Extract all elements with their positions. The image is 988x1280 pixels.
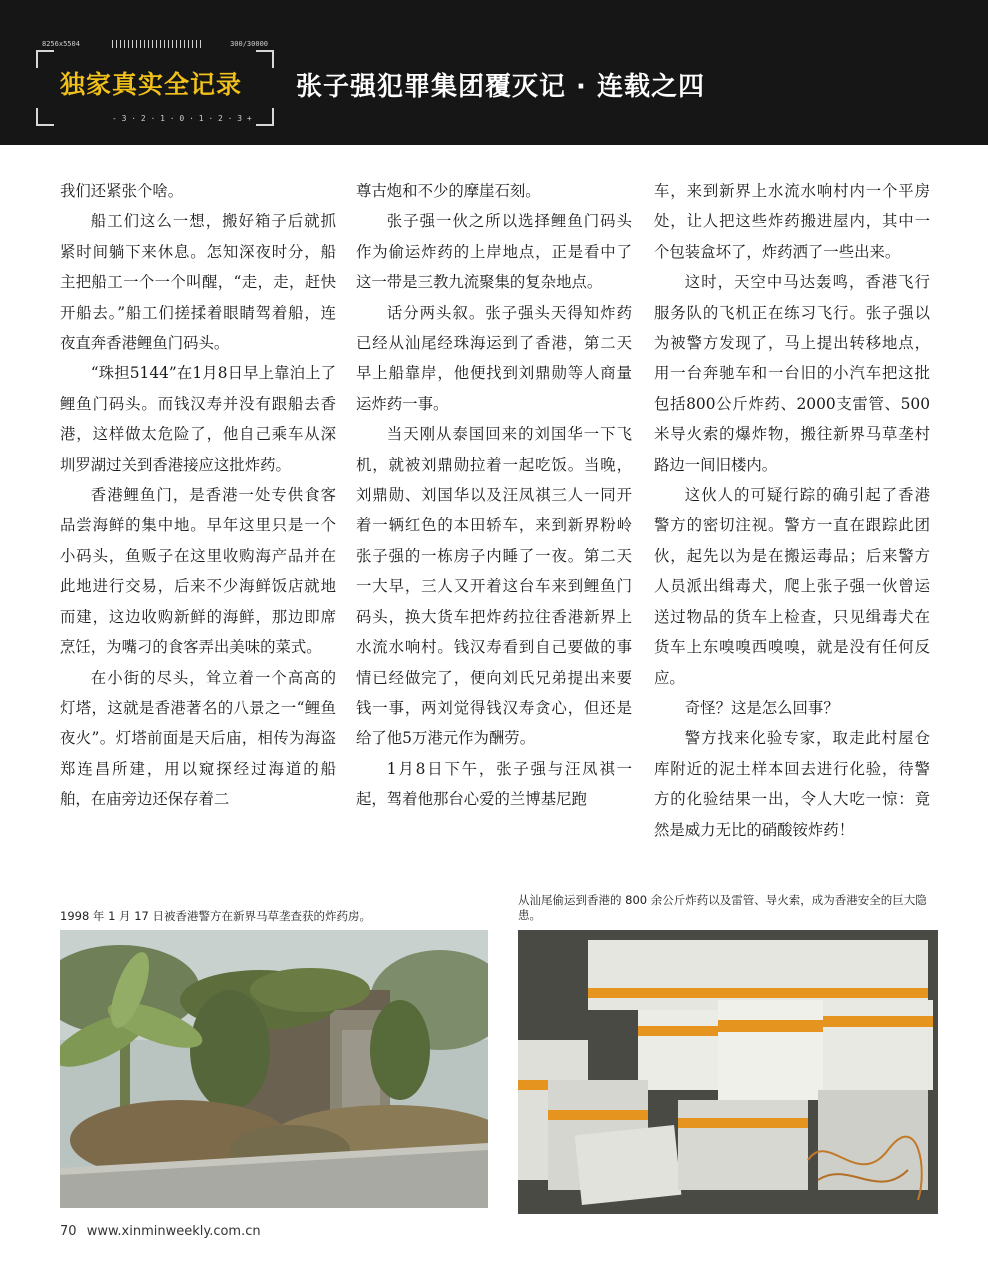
article-column-3 [654, 176, 930, 845]
photo-explosives-boxes [518, 930, 938, 1214]
paragraph: 警方找来化验专家，取走此村屋仓库附近的泥土样本回去进行化验，待警方的化验结果一出，令人大吃一惊：竟然是威力无比的硝酸铵炸药！ [654, 729, 930, 839]
paragraph: 1月8日下午，张子强与汪凤祺一起，驾着他那台心爱的兰博基尼跑 [356, 759, 632, 809]
page-number: 70 [60, 1224, 77, 1239]
section-title: 独家真实全记录 [60, 70, 243, 99]
frame-corner-icon [256, 50, 274, 68]
article-column-2 [356, 176, 632, 815]
paragraph: 香港鲤鱼门，是香港一处专供食客品尝海鲜的集中地。早年这里只是一个小码头，鱼贩子在这里收购海产品并在此地进行交易，后来不少海鲜饭店就地而建，这边收购新鲜的海鲜，那边即席烹饪，为嘴刁的食客弄出美味的菜式。 [60, 486, 336, 657]
paragraph: 这时，天空中马达轰鸣，香港飞行服务队的飞机正在练习飞行。张子强以为被警方发现了，马上提出转移地点，用一台奔驰车和一台旧的小汽车把这批包括800公斤炸药、2000支雷管、500米导火索的爆炸物，搬往新界马草垄村路边一间旧楼内。 [654, 273, 930, 474]
paragraph: 船工们这么一想，搬好箱子后就抓紧时间躺下来休息。怎知深夜时分，船主把船工一个一个叫醒，“走，走，赶快开船去。”船工们搓揉着眼睛驾着船，连夜直奔香港鲤鱼门码头。 [60, 212, 336, 353]
frame-corner-icon [36, 50, 54, 68]
website-link[interactable]: www.xinminweekly.com.cn [86, 1224, 261, 1239]
hud-exposure-scale: - 3 · 2 · 1 · 0 · 1 · 2 · 3 + [112, 114, 252, 123]
paragraph: 在小街的尽头，耸立着一个高高的灯塔，这就是香港著名的八景之一“鲤鱼夜火”。灯塔前面是天后庙，相传为海盗郑连昌所建，用以窥探经过海道的船舶，在庙旁边还保存着二 [60, 668, 336, 809]
article-column-1 [60, 176, 336, 815]
paragraph: 奇怪？这是怎么回事？ [684, 698, 839, 717]
hud-resolution: 8256x5504 [42, 40, 80, 48]
paragraph: 话分两头叙。张子强头天得知炸药已经从汕尾经珠海运到了香港，第二天早上船靠岸，他便找到刘鼎勋等人商量运炸药一事。 [356, 303, 632, 413]
paragraph: 车，来到新界上水流水响村内一个平房处，让人把这些炸药搬进屋内，其中一个包装盒坏了，炸药洒了一些出来。 [654, 182, 930, 261]
paragraph: 这伙人的可疑行踪的确引起了香港警方的密切注视。警方一直在跟踪此团伙，起先以为是在搬运毒品；后来警方人员派出缉毒犬，爬上张子强一伙曾运送过物品的货车上检查，只见缉毒犬在货车上东嗅嗅西嗅嗅，就是没有任何反应。 [654, 486, 930, 687]
hud-counter: 300/30000 [230, 40, 268, 48]
series-title: 张子强犯罪集团覆灭记 · 连载之四 [296, 72, 705, 102]
frame-corner-icon [36, 108, 54, 126]
frame-corner-icon [256, 108, 274, 126]
photo-caption-left: 1998 年 1 月 17 日被香港警方在新界马草垄查获的炸药房。 [60, 909, 371, 923]
photo-caption-right: 从汕尾偷运到香港的 800 余公斤炸药以及雷管、导火索，成为香港安全的巨大隐患。 [518, 893, 927, 922]
hud-ruler-icon [112, 40, 202, 48]
paragraph: 尊古炮和不少的摩崖石刻。 [356, 182, 541, 200]
viewfinder-frame [36, 40, 274, 126]
paragraph: 我们还紧张个啥。 [60, 182, 184, 200]
page-footer [60, 1224, 261, 1239]
paragraph: 张子强一伙之所以选择鲤鱼门码头作为偷运炸药的上岸地点，正是看中了这一带是三教九流聚集的复杂地点。 [356, 212, 632, 292]
header-band [0, 0, 988, 145]
paragraph: “珠担5144”在1月8日早上靠泊上了鲤鱼门码头。而钱汉寿并没有跟船去香港，这样做太危险了，他自己乘车从深圳罗湖过关到香港接应这批炸药。 [60, 364, 336, 474]
paragraph: 当天刚从泰国回来的刘国华一下飞机，就被刘鼎勋拉着一起吃饭。当晚，刘鼎勋、刘国华以及汪凤祺三人一同开着一辆红色的本田轿车，来到新界粉岭张子强的一栋房子内睡了一夜。第二天一大早，三人又开着这台车来到鲤鱼门码头，换大货车把炸药拉往香港新界上水流水响村。钱汉寿看到自己要做的事情已经做完了，便向刘氏兄弟提出来要钱一事，两刘觉得钱汉寿贪心，但还是给了他5万港元作为酬劳。 [356, 425, 632, 748]
photo-explosives-house [60, 930, 488, 1208]
